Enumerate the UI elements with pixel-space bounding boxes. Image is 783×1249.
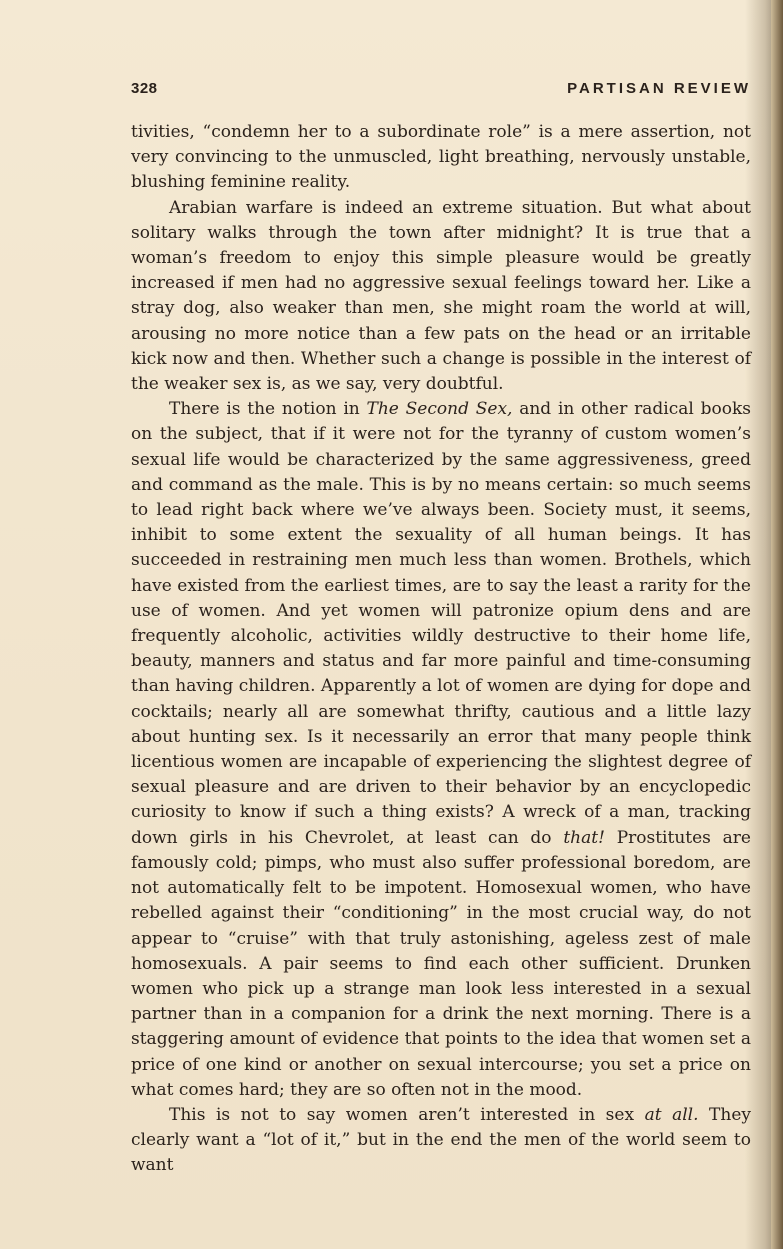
- paragraph: [131, 120, 751, 196]
- running-head: PARTISAN REVIEW: [567, 80, 751, 97]
- italic-text: that!: [563, 827, 605, 848]
- body-text: [131, 120, 751, 1179]
- text-run: Arabian warfare is indeed an extreme situation. But what about solitary walks through the town after midnight? It is true that a woman’s freedom to enjoy this simple pleasure would be greatly increased if men had no aggressive sexual feelings toward her. Like a stray dog, also weaker than men, she might roam the world at will, arousing no more notice than a few pats on the head or an irritable kick now and then. Whether such a change is possible in the interest of the weaker sex is, as we say, very doubtful.: [131, 197, 751, 395]
- text-run: This is not to say women aren’t interested in sex: [169, 1104, 645, 1125]
- page-header: [131, 80, 751, 104]
- text-run: tivities, “condemn her to a subordinate role” is a mere assertion, not very convincing to the unmuscled, light breathing, nervously unstable, blushing feminine reality.: [131, 122, 751, 193]
- paragraph: [131, 1103, 751, 1179]
- text-run: There is the notion in: [169, 399, 367, 420]
- italic-text: at all.: [644, 1104, 699, 1125]
- text-run: and in other radical books on the subject, that if it were not for the tyranny of custom women’s sexual life would be characterized by the same aggressiveness, greed and command as the male. This is by no means certain: so much seems to lead right back where we’ve always been. Society must, it seems, inhibit to some extent the sexuality of all human beings. It has succeeded in restraining men much less than women. Brothels, which have existed from the earliest times, are to say the least a rarity for the use of women. And yet women will patronize opium dens and are frequently alcoholic, activities wildly destructive to their home life, beauty, manners and status and far more painful and time-consuming than having children. Apparently a lot of women are dying for dope and cocktails; nearly all are somewhat thrifty, cautious and a little lazy about hunting sex. Is it necessarily an error that many people think licentious women are incapable of experiencing the slightest degree of sexual pleasure and are driven to their behavior by an encyclopedic curiosity to know if such a thing exists? A wreck of a man, tracking down girls in his Chevrolet, at least can do: [131, 399, 751, 848]
- text-run: Prostitutes are famously cold; pimps, who must also suffer professional boredom, are not automatically felt to be impotent. Homosexual women, who have rebelled against their “conditioning” in the most crucial way, do not appear to “cruise” with that truly astonishing, ageless zest of male homosexuals. A pair seems to find each other sufficient. Drunken women who pick up a strange man look less interested in a sexual partner than in a companion for a drink the next morning. There is a staggering amount of evidence that points to the idea that women set a price of one kind or another on sexual intercourse; you set a price on what comes hard; they are so often not in the mood.: [131, 827, 751, 1100]
- page-number: 328: [131, 80, 158, 97]
- page-edge-shadow: [771, 0, 783, 1249]
- text-run: They clearly want a “lot of it,” but in the end the men of the world seem to want: [131, 1104, 751, 1176]
- paragraph: [131, 196, 751, 398]
- italic-text: The Second Sex,: [366, 399, 513, 420]
- paragraph: [131, 397, 751, 1103]
